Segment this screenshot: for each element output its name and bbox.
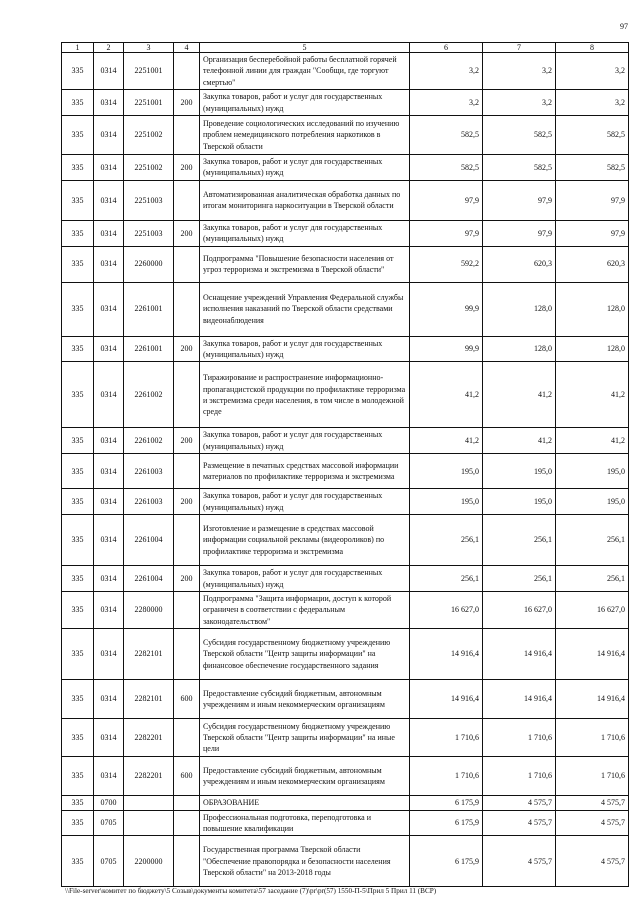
column-number: 4 — [174, 43, 200, 53]
table-row — [62, 220, 629, 246]
section-code-cell: 0314 — [94, 428, 124, 454]
expense-type-cell: 200 — [174, 155, 200, 181]
amount-col7-cell: 582,5 — [483, 116, 556, 155]
table-row — [62, 90, 629, 116]
item-name-cell: Закупка товаров, работ и услуг для государственных (муниципальных) нужд — [200, 489, 410, 515]
amount-col8-cell: 41,2 — [556, 362, 629, 428]
section-code-cell: 0314 — [94, 719, 124, 757]
section-code-cell: 0314 — [94, 116, 124, 155]
item-name-cell: ОБРАЗОВАНИЕ — [200, 796, 410, 810]
amount-col6-cell: 592,2 — [410, 246, 483, 282]
expense-type-cell — [174, 836, 200, 887]
ministry-code-cell: 335 — [62, 629, 94, 680]
section-code-cell: 0314 — [94, 336, 124, 362]
footer-file-path: \\File-server\комитет по бюджету\5 Созыв\документы комитета\57 заседание (7)\pr\pr(57) 1550-П-5\Прил 5 Прил 11 (ВСР) — [65, 887, 437, 895]
target-code-cell: 2261003 — [124, 454, 174, 489]
item-name-cell: Субсидия государственному бюджетному учреждению Тверской области "Центр защиты информации" на иные цели — [200, 719, 410, 757]
amount-col6-cell: 16 627,0 — [410, 591, 483, 628]
amount-col8-cell: 16 627,0 — [556, 591, 629, 628]
amount-col6-cell: 99,9 — [410, 336, 483, 362]
expense-type-cell — [174, 282, 200, 336]
amount-col8-cell: 97,9 — [556, 220, 629, 246]
column-number: 2 — [94, 43, 124, 53]
table-row — [62, 489, 629, 515]
expense-type-cell — [174, 454, 200, 489]
expense-type-cell — [174, 810, 200, 836]
amount-col7-cell: 97,9 — [483, 180, 556, 220]
target-code-cell: 2261004 — [124, 566, 174, 592]
amount-col8-cell: 620,3 — [556, 246, 629, 282]
table-row — [62, 719, 629, 757]
column-number: 5 — [200, 43, 410, 53]
section-code-cell: 0314 — [94, 566, 124, 592]
table-row — [62, 155, 629, 181]
section-code-cell: 0314 — [94, 515, 124, 566]
item-name-cell: Тиражирование и распространение информационно-пропагандистской продукции по профилактике терроризма и экстремизма среди населения, в том числе в молодежной среде — [200, 362, 410, 428]
amount-col8-cell: 582,5 — [556, 116, 629, 155]
expense-type-cell: 200 — [174, 336, 200, 362]
target-code-cell — [124, 796, 174, 810]
section-code-cell: 0705 — [94, 836, 124, 887]
expense-type-cell — [174, 629, 200, 680]
column-number: 7 — [483, 43, 556, 53]
ministry-code-cell: 335 — [62, 719, 94, 757]
target-code-cell: 2282201 — [124, 757, 174, 796]
amount-col7-cell: 14 916,4 — [483, 680, 556, 719]
amount-col7-cell: 620,3 — [483, 246, 556, 282]
amount-col6-cell: 3,2 — [410, 90, 483, 116]
column-number: 6 — [410, 43, 483, 53]
amount-col6-cell: 14 916,4 — [410, 629, 483, 680]
amount-col8-cell: 1 710,6 — [556, 719, 629, 757]
amount-col8-cell: 1 710,6 — [556, 757, 629, 796]
amount-col7-cell: 195,0 — [483, 489, 556, 515]
item-name-cell: Подпрограмма "Повышение безопасности населения от угроз терроризма и экстремизма в Тверской области" — [200, 246, 410, 282]
column-number: 1 — [62, 43, 94, 53]
target-code-cell — [124, 810, 174, 836]
amount-col7-cell: 3,2 — [483, 53, 556, 90]
section-code-cell: 0314 — [94, 362, 124, 428]
target-code-cell: 2282101 — [124, 680, 174, 719]
expense-type-cell — [174, 591, 200, 628]
target-code-cell: 2261004 — [124, 515, 174, 566]
amount-col6-cell: 97,9 — [410, 220, 483, 246]
amount-col7-cell: 256,1 — [483, 515, 556, 566]
section-code-cell: 0314 — [94, 282, 124, 336]
target-code-cell: 2260000 — [124, 246, 174, 282]
ministry-code-cell: 335 — [62, 810, 94, 836]
ministry-code-cell: 335 — [62, 757, 94, 796]
target-code-cell: 2251003 — [124, 180, 174, 220]
amount-col8-cell: 582,5 — [556, 155, 629, 181]
table-body — [62, 43, 629, 887]
item-name-cell: Изготовление и размещение в средствах массовой информации социальной рекламы (видеороликов) по профилактике терроризма и экстремизма — [200, 515, 410, 566]
amount-col7-cell: 3,2 — [483, 90, 556, 116]
ministry-code-cell: 335 — [62, 90, 94, 116]
amount-col8-cell: 4 575,7 — [556, 810, 629, 836]
amount-col7-cell: 14 916,4 — [483, 629, 556, 680]
item-name-cell: Подпрограмма "Защита информации, доступ к которой ограничен в соответствии с федеральным законодательством" — [200, 591, 410, 628]
amount-col6-cell: 3,2 — [410, 53, 483, 90]
expense-type-cell — [174, 53, 200, 90]
table-row — [62, 428, 629, 454]
table-row — [62, 336, 629, 362]
ministry-code-cell: 335 — [62, 515, 94, 566]
amount-col7-cell: 1 710,6 — [483, 757, 556, 796]
amount-col6-cell: 6 175,9 — [410, 796, 483, 810]
ministry-code-cell: 335 — [62, 362, 94, 428]
target-code-cell: 2261001 — [124, 282, 174, 336]
table-row — [62, 515, 629, 566]
item-name-cell: Проведение социологических исследований по изучению проблем немедицинского потребления наркотиков в Тверской области — [200, 116, 410, 155]
amount-col6-cell: 582,5 — [410, 155, 483, 181]
section-code-cell: 0314 — [94, 757, 124, 796]
amount-col7-cell: 128,0 — [483, 336, 556, 362]
amount-col7-cell: 128,0 — [483, 282, 556, 336]
amount-col8-cell: 128,0 — [556, 336, 629, 362]
ministry-code-cell: 335 — [62, 796, 94, 810]
section-code-cell: 0314 — [94, 489, 124, 515]
item-name-cell: Предоставление субсидий бюджетным, автономным учреждениям и иным некоммерческим организациям — [200, 757, 410, 796]
amount-col7-cell: 256,1 — [483, 566, 556, 592]
page-number: 97 — [620, 22, 628, 31]
column-number: 3 — [124, 43, 174, 53]
item-name-cell: Предоставление субсидий бюджетным, автономным учреждениям и иным некоммерческим организациям — [200, 680, 410, 719]
section-code-cell: 0314 — [94, 629, 124, 680]
amount-col7-cell: 195,0 — [483, 454, 556, 489]
item-name-cell: Закупка товаров, работ и услуг для государственных (муниципальных) нужд — [200, 566, 410, 592]
amount-col7-cell: 582,5 — [483, 155, 556, 181]
expense-type-cell — [174, 362, 200, 428]
ministry-code-cell: 335 — [62, 155, 94, 181]
expense-type-cell — [174, 116, 200, 155]
ministry-code-cell: 335 — [62, 116, 94, 155]
table-row — [62, 180, 629, 220]
amount-col8-cell: 3,2 — [556, 53, 629, 90]
table-row — [62, 796, 629, 810]
target-code-cell: 2280000 — [124, 591, 174, 628]
expense-type-cell — [174, 796, 200, 810]
expense-type-cell: 200 — [174, 90, 200, 116]
amount-col8-cell: 4 575,7 — [556, 836, 629, 887]
expense-type-cell — [174, 180, 200, 220]
target-code-cell: 2251003 — [124, 220, 174, 246]
amount-col7-cell: 1 710,6 — [483, 719, 556, 757]
table-row — [62, 362, 629, 428]
section-code-cell: 0314 — [94, 591, 124, 628]
amount-col8-cell: 4 575,7 — [556, 796, 629, 810]
amount-col6-cell: 195,0 — [410, 454, 483, 489]
table-row — [62, 591, 629, 628]
item-name-cell: Субсидия государственному бюджетному учреждению Тверской области "Центр защиты информации" на финансовое обеспечение государственного задания — [200, 629, 410, 680]
amount-col6-cell: 1 710,6 — [410, 757, 483, 796]
section-code-cell: 0314 — [94, 90, 124, 116]
item-name-cell: Закупка товаров, работ и услуг для государственных (муниципальных) нужд — [200, 336, 410, 362]
table-row — [62, 246, 629, 282]
section-code-cell: 0314 — [94, 680, 124, 719]
amount-col6-cell: 256,1 — [410, 515, 483, 566]
amount-col7-cell: 97,9 — [483, 220, 556, 246]
amount-col6-cell: 195,0 — [410, 489, 483, 515]
expense-type-cell: 200 — [174, 220, 200, 246]
ministry-code-cell: 335 — [62, 180, 94, 220]
ministry-code-cell: 335 — [62, 489, 94, 515]
item-name-cell: Автоматизированная аналитическая обработка данных по итогам мониторинга наркоситуации в Тверской области — [200, 180, 410, 220]
amount-col7-cell: 41,2 — [483, 428, 556, 454]
ministry-code-cell: 335 — [62, 220, 94, 246]
amount-col7-cell: 16 627,0 — [483, 591, 556, 628]
section-code-cell: 0314 — [94, 155, 124, 181]
section-code-cell: 0314 — [94, 180, 124, 220]
ministry-code-cell: 335 — [62, 591, 94, 628]
table-row — [62, 810, 629, 836]
expense-type-cell: 600 — [174, 757, 200, 796]
amount-col8-cell: 128,0 — [556, 282, 629, 336]
amount-col8-cell: 97,9 — [556, 180, 629, 220]
target-code-cell: 2261002 — [124, 362, 174, 428]
amount-col6-cell: 14 916,4 — [410, 680, 483, 719]
amount-col7-cell: 4 575,7 — [483, 810, 556, 836]
table-row — [62, 454, 629, 489]
expense-type-cell: 200 — [174, 566, 200, 592]
table-row — [62, 629, 629, 680]
expense-type-cell: 600 — [174, 680, 200, 719]
amount-col7-cell: 4 575,7 — [483, 836, 556, 887]
target-code-cell: 2282101 — [124, 629, 174, 680]
table-row — [62, 116, 629, 155]
amount-col7-cell: 4 575,7 — [483, 796, 556, 810]
section-code-cell: 0700 — [94, 796, 124, 810]
item-name-cell: Оснащение учреждений Управления Федеральной службы исполнения наказаний по Тверской области средствами видеонаблюдения — [200, 282, 410, 336]
target-code-cell: 2251001 — [124, 90, 174, 116]
amount-col6-cell: 1 710,6 — [410, 719, 483, 757]
amount-col6-cell: 582,5 — [410, 116, 483, 155]
target-code-cell: 2261001 — [124, 336, 174, 362]
ministry-code-cell: 335 — [62, 282, 94, 336]
amount-col6-cell: 99,9 — [410, 282, 483, 336]
amount-col8-cell: 3,2 — [556, 90, 629, 116]
section-code-cell: 0314 — [94, 454, 124, 489]
ministry-code-cell: 335 — [62, 454, 94, 489]
ministry-code-cell: 335 — [62, 566, 94, 592]
item-name-cell: Организация бесперебойной работы бесплатной горячей телефонной линии для граждан "Сообщи, где торгуют смертью" — [200, 53, 410, 90]
amount-col6-cell: 6 175,9 — [410, 836, 483, 887]
table-row — [62, 680, 629, 719]
item-name-cell: Закупка товаров, работ и услуг для государственных (муниципальных) нужд — [200, 428, 410, 454]
item-name-cell: Профессиональная подготовка, переподготовка и повышение квалификации — [200, 810, 410, 836]
target-code-cell: 2261002 — [124, 428, 174, 454]
expense-type-cell: 200 — [174, 489, 200, 515]
expense-type-cell — [174, 719, 200, 757]
expense-type-cell — [174, 246, 200, 282]
section-code-cell: 0314 — [94, 53, 124, 90]
item-name-cell: Закупка товаров, работ и услуг для государственных (муниципальных) нужд — [200, 155, 410, 181]
table-row — [62, 566, 629, 592]
target-code-cell: 2282201 — [124, 719, 174, 757]
table-row — [62, 282, 629, 336]
section-code-cell: 0314 — [94, 220, 124, 246]
target-code-cell: 2200000 — [124, 836, 174, 887]
ministry-code-cell: 335 — [62, 680, 94, 719]
amount-col6-cell: 256,1 — [410, 566, 483, 592]
amount-col8-cell: 256,1 — [556, 566, 629, 592]
amount-col7-cell: 41,2 — [483, 362, 556, 428]
table-row — [62, 757, 629, 796]
amount-col8-cell: 256,1 — [556, 515, 629, 566]
amount-col6-cell: 41,2 — [410, 428, 483, 454]
target-code-cell: 2251002 — [124, 116, 174, 155]
amount-col6-cell: 6 175,9 — [410, 810, 483, 836]
target-code-cell: 2261003 — [124, 489, 174, 515]
section-code-cell: 0314 — [94, 246, 124, 282]
amount-col8-cell: 14 916,4 — [556, 629, 629, 680]
expense-type-cell: 200 — [174, 428, 200, 454]
budget-table — [61, 42, 629, 887]
item-name-cell: Закупка товаров, работ и услуг для государственных (муниципальных) нужд — [200, 220, 410, 246]
ministry-code-cell: 335 — [62, 336, 94, 362]
column-number-row — [62, 43, 629, 53]
amount-col8-cell: 41,2 — [556, 428, 629, 454]
expense-type-cell — [174, 515, 200, 566]
item-name-cell: Государственная программа Тверской области "Обеспечение правопорядка и безопасности населения Тверской области" на 2013-2018 годы — [200, 836, 410, 887]
ministry-code-cell: 335 — [62, 836, 94, 887]
column-number: 8 — [556, 43, 629, 53]
amount-col8-cell: 14 916,4 — [556, 680, 629, 719]
ministry-code-cell: 335 — [62, 53, 94, 90]
amount-col8-cell: 195,0 — [556, 454, 629, 489]
table-row — [62, 836, 629, 887]
ministry-code-cell: 335 — [62, 246, 94, 282]
amount-col8-cell: 195,0 — [556, 489, 629, 515]
amount-col6-cell: 41,2 — [410, 362, 483, 428]
section-code-cell: 0705 — [94, 810, 124, 836]
item-name-cell: Закупка товаров, работ и услуг для государственных (муниципальных) нужд — [200, 90, 410, 116]
ministry-code-cell: 335 — [62, 428, 94, 454]
target-code-cell: 2251002 — [124, 155, 174, 181]
table-row — [62, 53, 629, 90]
item-name-cell: Размещение в печатных средствах массовой информации материалов по профилактике терроризма и экстремизма — [200, 454, 410, 489]
amount-col6-cell: 97,9 — [410, 180, 483, 220]
target-code-cell: 2251001 — [124, 53, 174, 90]
